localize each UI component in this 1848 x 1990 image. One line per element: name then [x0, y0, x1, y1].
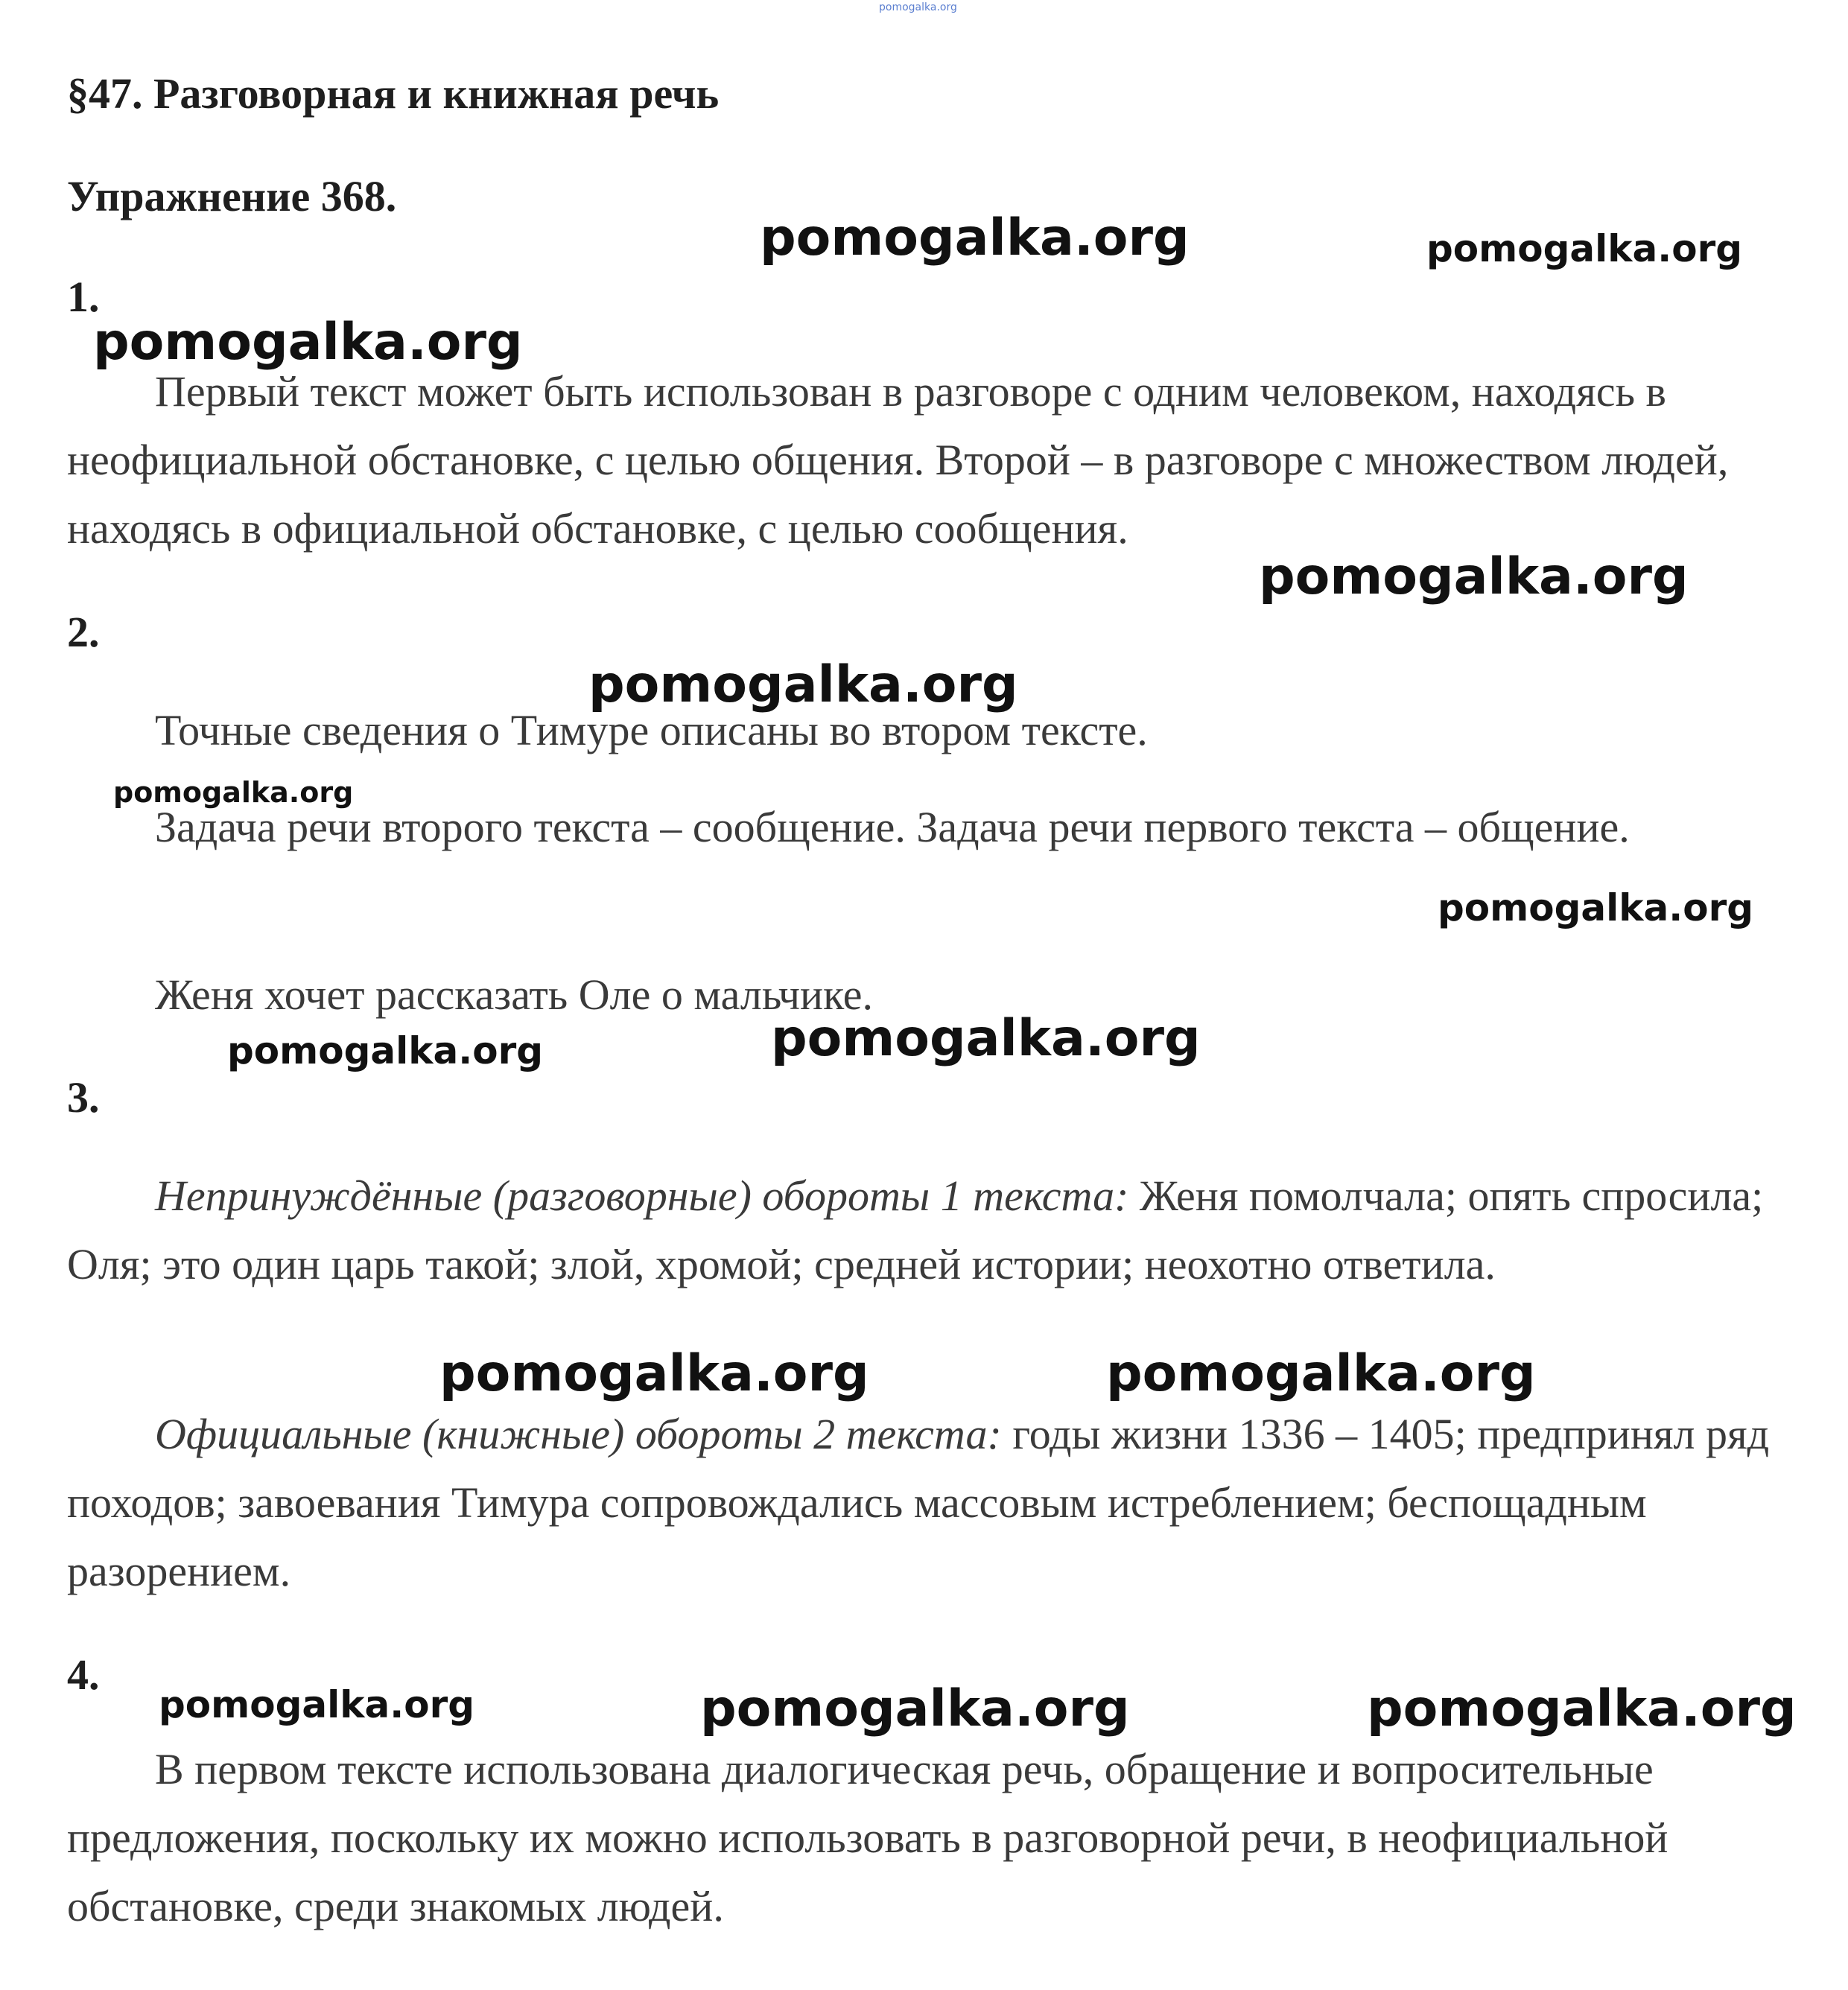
section-3-label-1: Непринуждённые (разговорные) обороты 1 текста:	[155, 1172, 1129, 1220]
watermark: pomogalka.org	[113, 776, 354, 809]
watermark: pomogalka.org	[1259, 547, 1689, 606]
header-watermark: pomogalka.org	[879, 1, 957, 13]
section-2-paragraph-2: Задача речи второго текста – сообщение. Задача речи первого текста – общение.	[155, 803, 1630, 851]
section-number-2: 2.	[67, 608, 100, 656]
watermark: pomogalka.org	[760, 209, 1190, 267]
watermark: pomogalka.org	[1426, 227, 1743, 270]
section-3-paragraph-2	[67, 1400, 1825, 1606]
section-title: §47. Разговорная и книжная речь	[67, 69, 720, 118]
section-3-paragraph-1	[67, 1162, 1825, 1299]
section-4-paragraph: В первом тексте использована диалогическая речь, обращение и вопросительные предложения, поскольку их можно использовать в разговорной речи, в неофициальной обстановке, среди знакомых людей.	[67, 1745, 1668, 1930]
watermark: pomogalka.org	[1438, 886, 1754, 929]
watermark: pomogalka.org	[700, 1679, 1130, 1738]
section-number-3: 3.	[67, 1073, 100, 1122]
watermark: pomogalka.org	[227, 1029, 544, 1072]
watermark: pomogalka.org	[1367, 1679, 1797, 1738]
watermark: pomogalka.org	[93, 313, 523, 372]
section-2-paragraph-1: Точные сведения о Тимуре описаны во втором тексте.	[155, 706, 1148, 754]
watermark: pomogalka.org	[771, 1009, 1201, 1068]
section-number-1: 1.	[67, 273, 100, 321]
watermark: pomogalka.org	[439, 1344, 869, 1403]
watermark: pomogalka.org	[159, 1683, 475, 1726]
section-3-text-1: Женя помолчала; опять спросила; Оля; это один царь такой; злой, хромой; средней истории; неохотно ответила.	[67, 1172, 1764, 1288]
watermark: pomogalka.org	[1106, 1344, 1536, 1403]
section-number-4: 4.	[67, 1650, 100, 1699]
section-2-paragraph-3: Женя хочет рассказать Оле о мальчике.	[155, 970, 874, 1019]
section-3-text-2: годы жизни 1336 – 1405; предпринял ряд походов; завоевания Тимура сопровождались массовым истреблением; беспощадным разорением.	[67, 1410, 1770, 1595]
section-3-label-2: Официальные (книжные) обороты 2 текста:	[155, 1410, 1002, 1458]
section-1-paragraph: Первый текст может быть использован в разговоре с одним человеком, находясь в неофициальной обстановке, с целью общения. Второй – в разговоре с множеством людей, находясь в официальной обстановке, с целью сообщения.	[67, 367, 1729, 553]
watermark: pomogalka.org	[588, 655, 1018, 714]
exercise-title: Упражнение 368.	[67, 172, 397, 220]
